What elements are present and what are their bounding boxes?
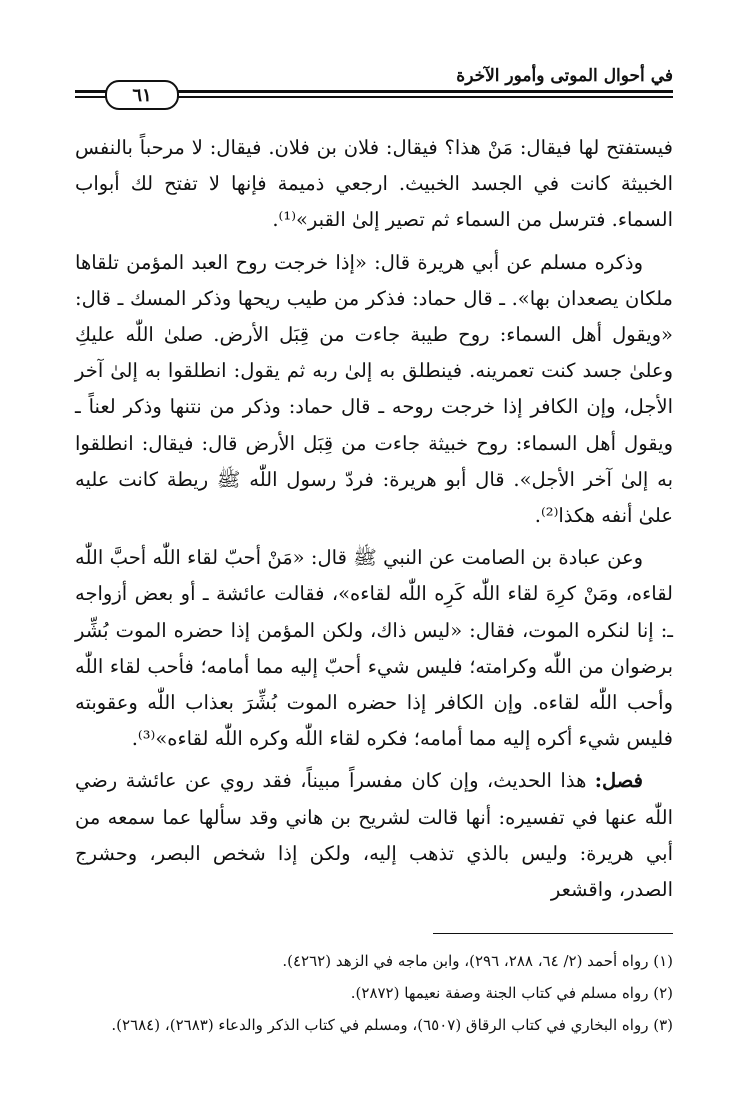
footnote-2: (٢) رواه مسلم في كتاب الجنة وصفة نعيمها (٢٨٧٢). [350,984,673,1002]
footnotes [75,945,673,1041]
paragraph-1: فيستفتح لها فيقال: مَنْ هذا؟ فيقال: فلان بن فلان. فيقال: لا مرحباً بالنفس الخبيثة كانت في الجسد الخبيث. ارجعي ذميمة فإنها لا تفتح لك أبواب السماء. فترسل من السماء ثم تصير إلىٰ القبر»⁽¹⁾. [75,136,673,232]
section-heading-fasl: فصل: [594,769,643,793]
main-text [75,130,673,908]
paragraph-3: وعن عبادة بن الصامت عن النبي ﷺ قال: «مَنْ أحبّ لقاء اللّٰه أحبَّ اللّٰه لقاءه، ومَنْ كرِهَ لقاء اللّٰه كَرِه اللّٰه لقاءه»، فقالت عائشة ـ أو بعض أزواجه ـ: إنا لنكره الموت، فقال: «ليس ذاك، ولكن المؤمن إذا حضره الموت بُشِّر برضوان من اللّٰه وكرامته؛ فليس شيء أحبّ إليه مما أمامه؛ فأحب لقاء اللّٰه وأحب اللّٰه لقاءه. وإن الكافر إذا حضره الموت بُشِّرَ بعذاب اللّٰه وعقوبته فليس شيء أكره إليه مما أمامه؛ فكره لقاء اللّٰه وكره اللّٰه لقاءه»⁽³⁾. [75,546,673,751]
footnote-1: (١) رواه أحمد (٢/ ٦٤، ٢٨٨، ٢٩٦)، وابن ماجه في الزهد (٤٢٦٢). [282,952,673,970]
paragraph-2: وذكره مسلم عن أبي هريرة قال: «إذا خرجت روح العبد المؤمن تلقاها ملكان يصعدان بها». ـ قال حماد: فذكر من طيب ريحها وذكر المسك ـ قال: «ويقول أهل السماء: روح طيبة جاءت من قِبَل الأرض. صلىٰ اللّٰه عليكِ وعلىٰ جسد كنت تعمرينه. فينطلق به إلىٰ ربه ثم يقول: انطلقوا به إلىٰ آخر الأجل، وإن الكافر إذا خرجت روحه ـ قال حماد: وذكر من نتنها وذكر لعناً ـ ويقول أهل السماء: روح خبيثة جاءت من قِبَل الأرض قال: فيقال: انطلقوا به إلىٰ آخر الأجل». قال أبو هريرة: فردّ رسول اللّٰه ﷺ ريطة كانت عليه علىٰ أنفه هكذا⁽²⁾. [75,250,673,528]
footnote-divider [433,933,673,934]
footnote-3: (٣) رواه البخاري في كتاب الرقاق (٦٥٠٧)، ومسلم في كتاب الذكر والدعاء (٢٦٨٣)، (٢٦٨٤). [111,1016,673,1034]
paragraph-4 [75,763,673,908]
paragraph-4-text: هذا الحديث، وإن كان مفسراً مبيناً، فقد روي عن عائشة رضي اللّٰه عنها في تفسيره: أنها قالت لشريح بن هاني وقد سألها عما سمعه من أبي هريرة: وليس بالذي تذهب إليه، ولكن إذا شخص البصر، وحشرج الصدر، واقشعر [75,769,673,902]
running-title: في أحوال الموتى وأمور الآخرة [456,66,673,86]
page-number: ٦١ [105,80,179,110]
page-header [75,64,673,116]
